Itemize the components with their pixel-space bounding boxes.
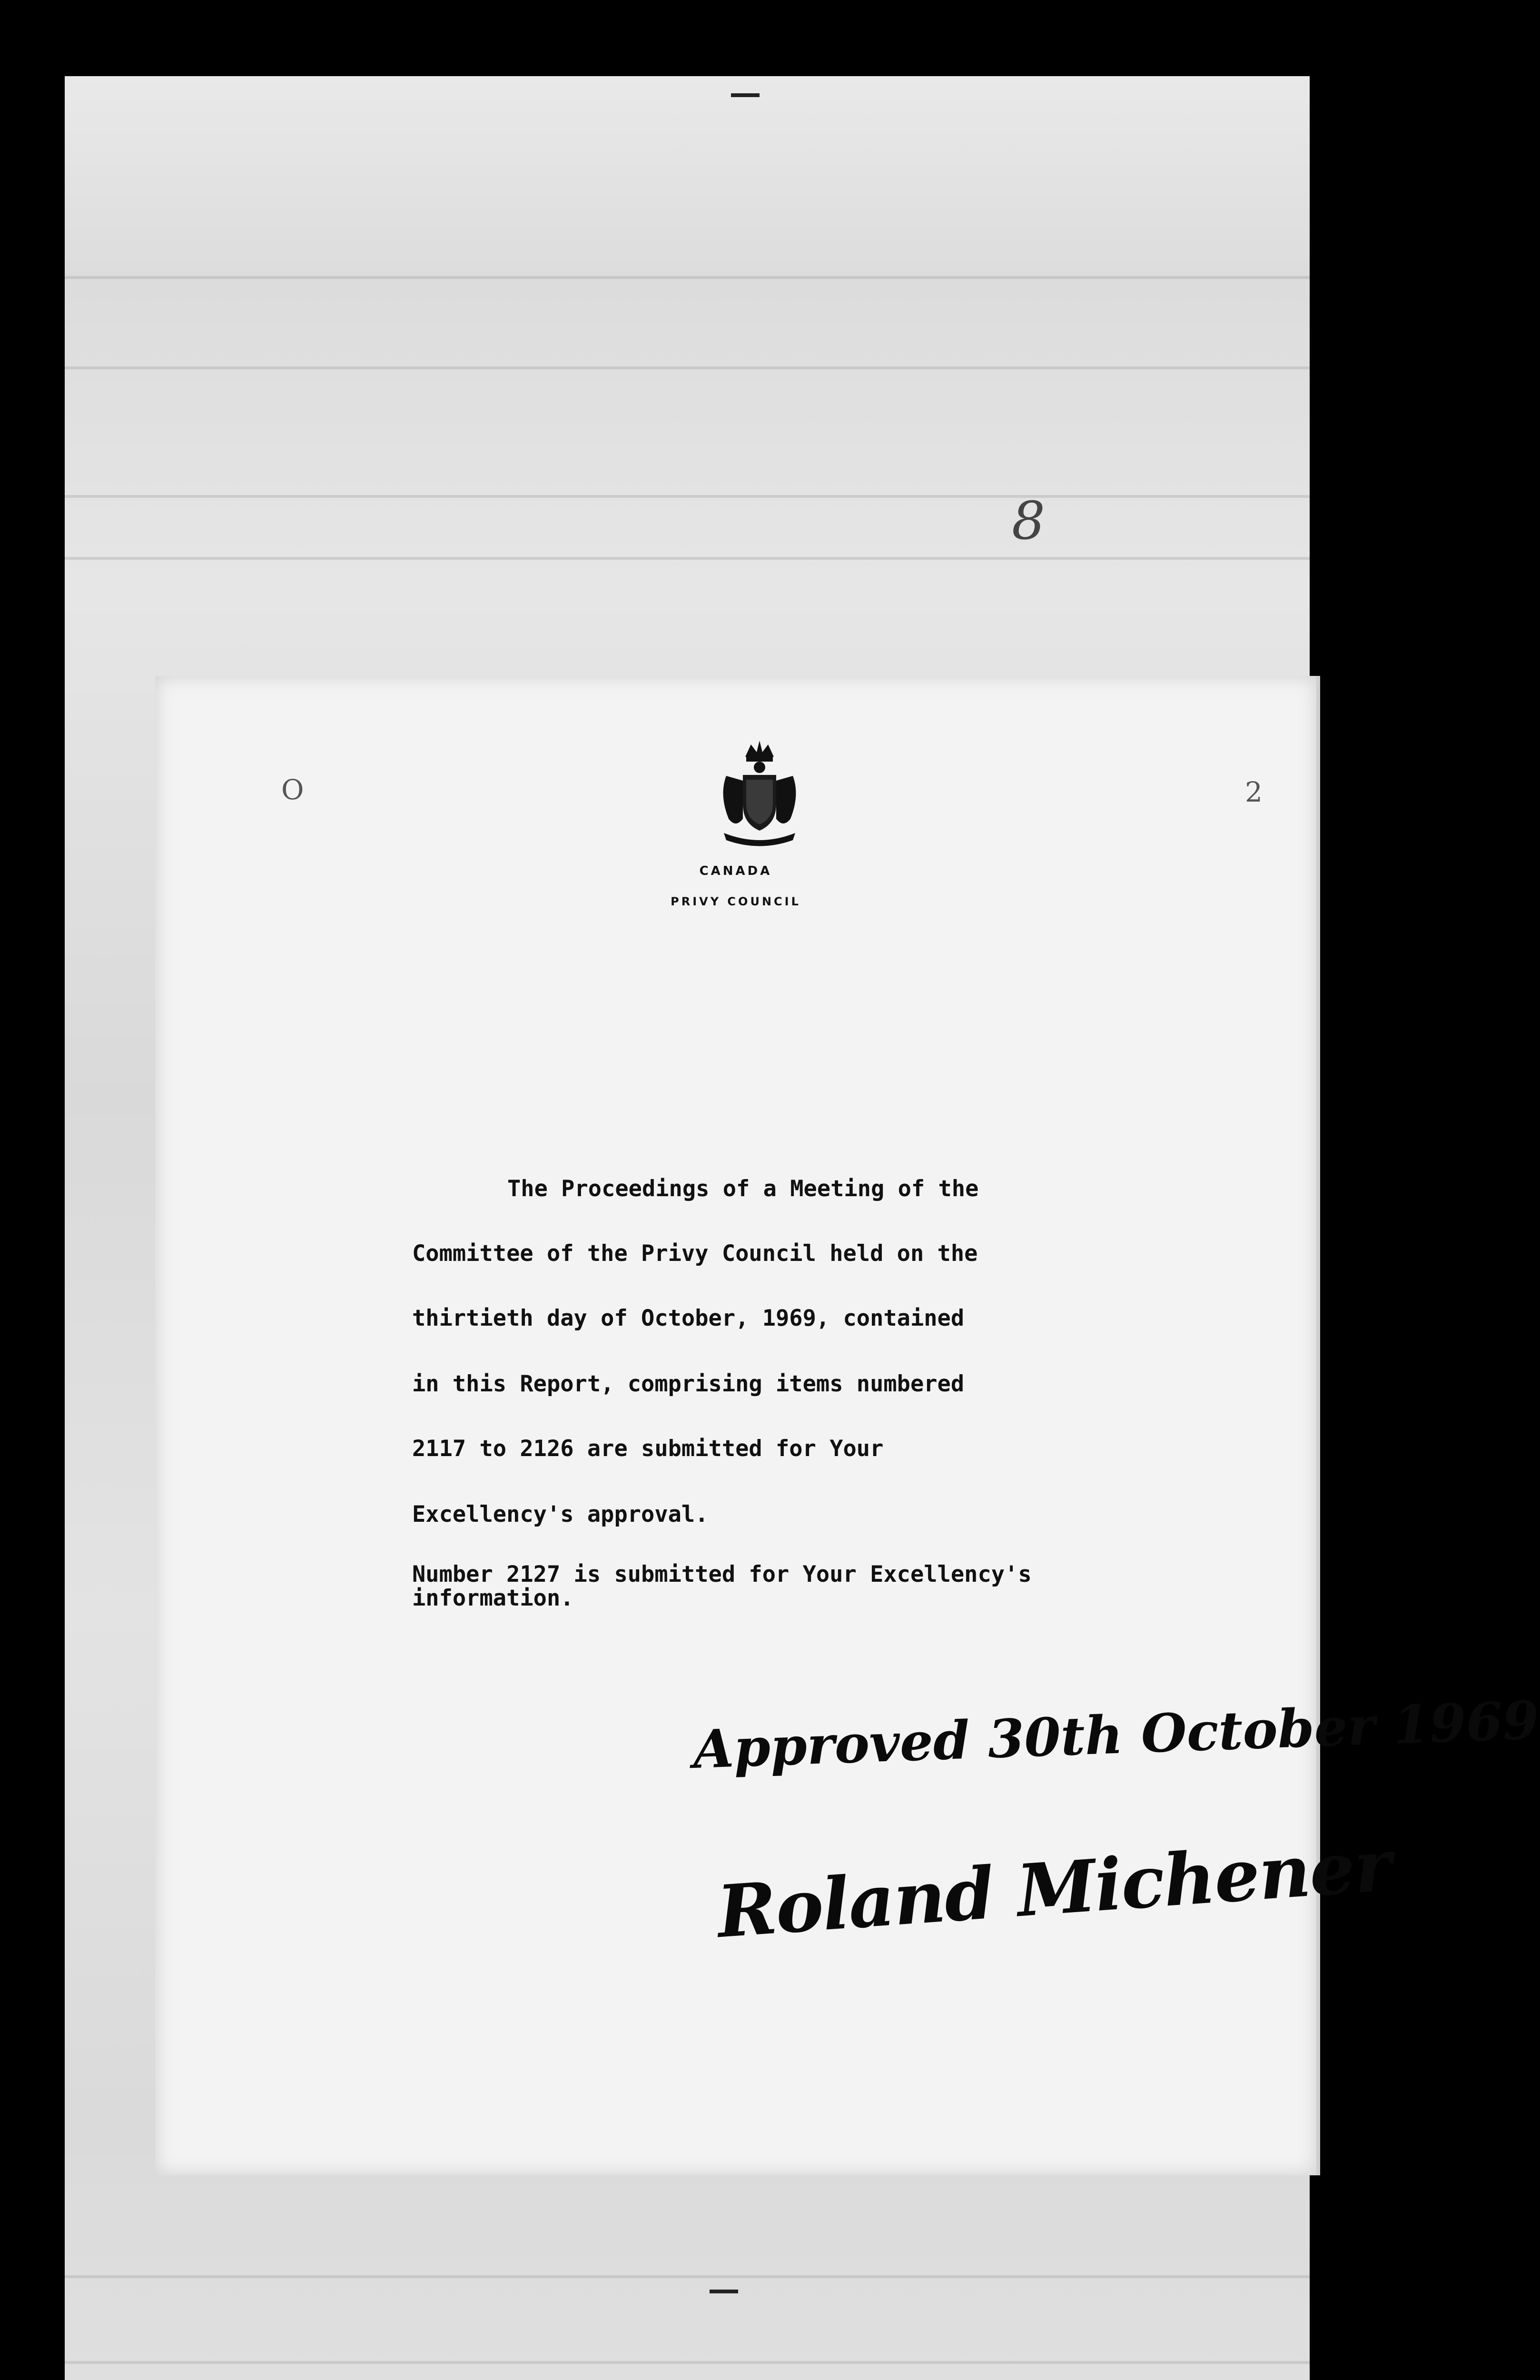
handwritten-approval: Approved 30th October 1969: [692, 1689, 1540, 1780]
governor-general-signature: Roland Michener: [714, 1823, 1393, 1954]
header-office: PRIVY COUNCIL: [671, 895, 801, 908]
note-line: Number 2127 is submitted for Your Excellency's: [412, 1561, 1032, 1587]
paragraph-line: 2117 to 2126 are submitted for Your: [412, 1436, 884, 1462]
film-mark-top: [731, 93, 760, 97]
approval-block: [607, 1685, 1540, 1971]
handwritten-folio-number: 8: [1012, 490, 1045, 551]
microfilm-frame: [65, 76, 1540, 2380]
note-line: information.: [412, 1585, 574, 1611]
paragraph-line: in this Report, comprising items numbered: [412, 1371, 965, 1397]
coat-of-arms-icon: [717, 738, 802, 847]
page-number: 2: [1245, 776, 1263, 808]
header-country: CANADA: [699, 864, 772, 878]
corner-mark-left: O: [281, 774, 304, 806]
privy-council-document: [155, 676, 1540, 2175]
paragraph-line: Excellency's approval.: [412, 1501, 709, 1527]
paragraph-line: The Proceedings of a Meeting of the: [507, 1176, 979, 1202]
paragraph-line: thirtieth day of October, 1969, contained: [412, 1305, 965, 1331]
film-mark-middle: [710, 2290, 738, 2293]
paragraph-line: Committee of the Privy Council held on the: [412, 1240, 978, 1267]
